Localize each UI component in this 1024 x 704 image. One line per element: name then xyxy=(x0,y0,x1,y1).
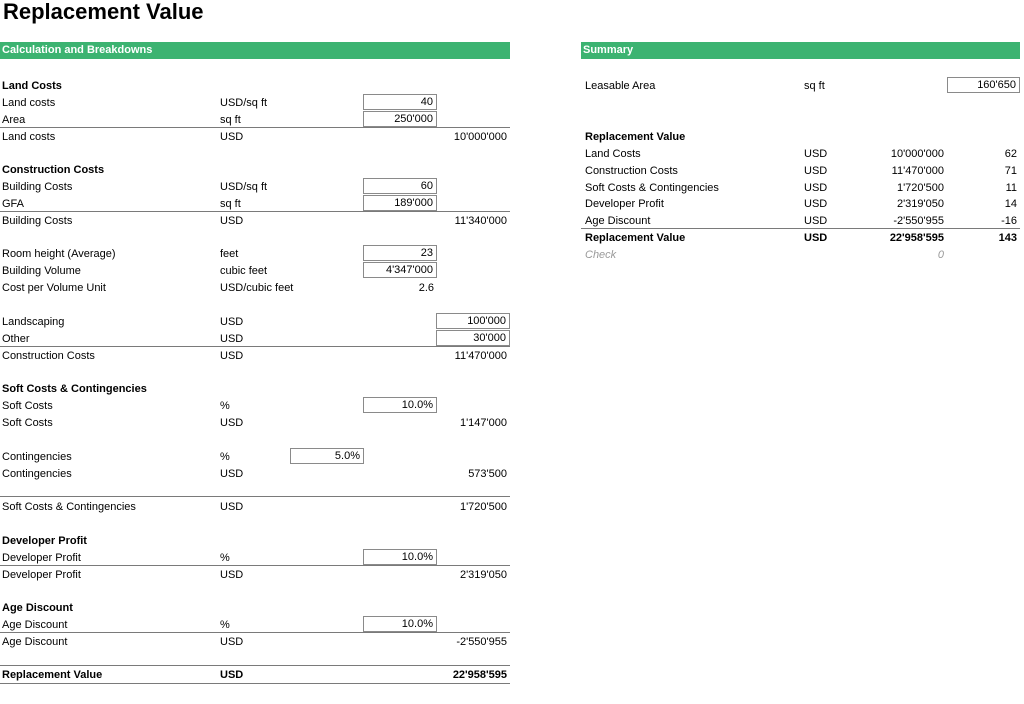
summary-row-per-sqft: 14 xyxy=(1004,198,1017,210)
building-total-value: 11'340'000 xyxy=(454,215,507,227)
soft-costs-heading: Soft Costs & Contingencies xyxy=(2,383,147,395)
divider xyxy=(0,665,510,666)
summary-row-value: -2'550'955 xyxy=(893,215,944,227)
construction-costs-heading: Construction Costs xyxy=(2,164,105,176)
summary-row-label: Age Discount xyxy=(585,215,651,227)
age-pct-label: Age Discount xyxy=(2,619,68,631)
divider xyxy=(0,127,510,128)
land-total-unit: USD xyxy=(220,131,244,143)
soft-pct-label: Soft Costs xyxy=(2,400,53,412)
room-height-unit: feet xyxy=(220,248,239,260)
contingencies-pct-input[interactable]: 5.0% xyxy=(290,448,364,464)
developer-usd-label: Developer Profit xyxy=(2,569,81,581)
other-input[interactable]: 30'000 xyxy=(436,330,510,346)
page-title: Replacement Value xyxy=(3,0,204,24)
land-area-unit: sq ft xyxy=(220,114,241,126)
divider xyxy=(0,565,510,566)
replacement-total-unit: USD xyxy=(220,669,244,681)
summary-row-unit: USD xyxy=(804,148,828,160)
summary-row-value: 11'470'000 xyxy=(891,165,944,177)
soft-usd-value: 1'147'000 xyxy=(459,417,507,429)
summary-row-per-sqft: 11 xyxy=(1005,182,1017,194)
land-total-value: 10'000'000 xyxy=(453,131,507,143)
summary-row-unit: USD xyxy=(804,198,828,210)
building-rate-label: Building Costs xyxy=(2,181,73,193)
summary-row-label: Developer Profit xyxy=(585,198,664,210)
section-header-summary: Summary xyxy=(581,42,1020,59)
summary-row-per-sqft: 71 xyxy=(1004,165,1017,177)
contingencies-usd-unit: USD xyxy=(220,468,244,480)
construction-total-value: 11'470'000 xyxy=(454,350,507,362)
cost-per-volume-unit: USD/cubic feet xyxy=(220,282,294,294)
summary-row-label: Land Costs xyxy=(585,148,641,160)
developer-pct-input[interactable]: 10.0% xyxy=(363,549,437,565)
summary-row-value: 1'720'500 xyxy=(896,182,944,194)
building-volume-value: 4'347'000 xyxy=(363,262,437,278)
divider xyxy=(581,228,1020,229)
leasable-area-label: Leasable Area xyxy=(585,80,656,92)
summary-total-unit: USD xyxy=(804,232,828,244)
soft-pct-unit: % xyxy=(220,400,230,412)
divider xyxy=(0,632,510,633)
landscaping-unit: USD xyxy=(220,316,244,328)
land-total-label: Land costs xyxy=(2,131,56,143)
other-unit: USD xyxy=(220,333,244,345)
age-usd-unit: USD xyxy=(220,636,244,648)
land-area-label: Area xyxy=(2,114,26,126)
building-rate-input[interactable]: 60 xyxy=(363,178,437,194)
cost-per-volume-value: 2.6 xyxy=(418,282,434,294)
leasable-area-input[interactable]: 160'650 xyxy=(947,77,1020,93)
divider xyxy=(0,346,510,347)
summary-total-value: 22'958'595 xyxy=(889,232,944,244)
land-price-input[interactable]: 40 xyxy=(363,94,437,110)
cost-per-volume-label: Cost per Volume Unit xyxy=(2,282,106,294)
summary-row-unit: USD xyxy=(804,215,828,227)
summary-row-per-sqft: 62 xyxy=(1004,148,1017,160)
building-volume-unit: cubic feet xyxy=(220,265,268,277)
soft-usd-unit: USD xyxy=(220,417,244,429)
replacement-total-label: Replacement Value xyxy=(2,669,103,681)
land-area-input[interactable]: 250'000 xyxy=(363,111,437,127)
developer-profit-heading: Developer Profit xyxy=(2,535,87,547)
soft-usd-label: Soft Costs xyxy=(2,417,53,429)
contingencies-usd-label: Contingencies xyxy=(2,468,72,480)
age-usd-value: -2'550'955 xyxy=(456,636,507,648)
construction-total-unit: USD xyxy=(220,350,244,362)
age-discount-heading: Age Discount xyxy=(2,602,73,614)
check-value: 0 xyxy=(937,249,944,261)
summary-row-unit: USD xyxy=(804,165,828,177)
divider xyxy=(0,683,510,684)
soft-total-unit: USD xyxy=(220,501,244,513)
soft-pct-input[interactable]: 10.0% xyxy=(363,397,437,413)
summary-row-per-sqft: -16 xyxy=(1001,215,1017,227)
developer-usd-unit: USD xyxy=(220,569,244,581)
summary-row-label: Construction Costs xyxy=(585,165,678,177)
soft-total-label: Soft Costs & Contingencies xyxy=(2,501,136,513)
room-height-label: Room height (Average) xyxy=(2,248,116,260)
leasable-area-unit: sq ft xyxy=(804,80,825,92)
contingencies-usd-value: 573'500 xyxy=(468,468,507,480)
summary-row-value: 2'319'050 xyxy=(896,198,944,210)
check-label: Check xyxy=(585,249,617,261)
construction-total-label: Construction Costs xyxy=(2,350,95,362)
developer-usd-value: 2'319'050 xyxy=(459,569,507,581)
age-usd-label: Age Discount xyxy=(2,636,68,648)
soft-total-value: 1'720'500 xyxy=(459,501,507,513)
divider xyxy=(0,211,510,212)
gfa-unit: sq ft xyxy=(220,198,241,210)
contingencies-pct-unit: % xyxy=(220,451,230,463)
summary-total-label: Replacement Value xyxy=(585,232,686,244)
contingencies-pct-label: Contingencies xyxy=(2,451,72,463)
building-total-label: Building Costs xyxy=(2,215,73,227)
developer-pct-unit: % xyxy=(220,552,230,564)
section-header-calculation: Calculation and Breakdowns xyxy=(0,42,510,59)
summary-row-label: Soft Costs & Contingencies xyxy=(585,182,719,194)
building-rate-unit: USD/sq ft xyxy=(220,181,268,193)
summary-replacement-heading: Replacement Value xyxy=(585,131,686,143)
age-pct-input[interactable]: 10.0% xyxy=(363,616,437,632)
landscaping-label: Landscaping xyxy=(2,316,65,328)
gfa-label: GFA xyxy=(2,198,25,210)
landscaping-input[interactable]: 100'000 xyxy=(436,313,510,329)
land-price-unit: USD/sq ft xyxy=(220,97,268,109)
room-height-input[interactable]: 23 xyxy=(363,245,437,261)
age-pct-unit: % xyxy=(220,619,230,631)
divider xyxy=(0,496,510,497)
gfa-input[interactable]: 189'000 xyxy=(363,195,437,211)
replacement-total-value: 22'958'595 xyxy=(452,669,507,681)
other-label: Other xyxy=(2,333,30,345)
summary-row-unit: USD xyxy=(804,182,828,194)
building-total-unit: USD xyxy=(220,215,244,227)
land-costs-heading: Land Costs xyxy=(2,80,62,92)
summary-total-per-sqft: 143 xyxy=(998,232,1017,244)
land-price-label: Land costs xyxy=(2,97,56,109)
building-volume-label: Building Volume xyxy=(2,265,81,277)
developer-pct-label: Developer Profit xyxy=(2,552,81,564)
summary-row-value: 10'000'000 xyxy=(890,148,944,160)
